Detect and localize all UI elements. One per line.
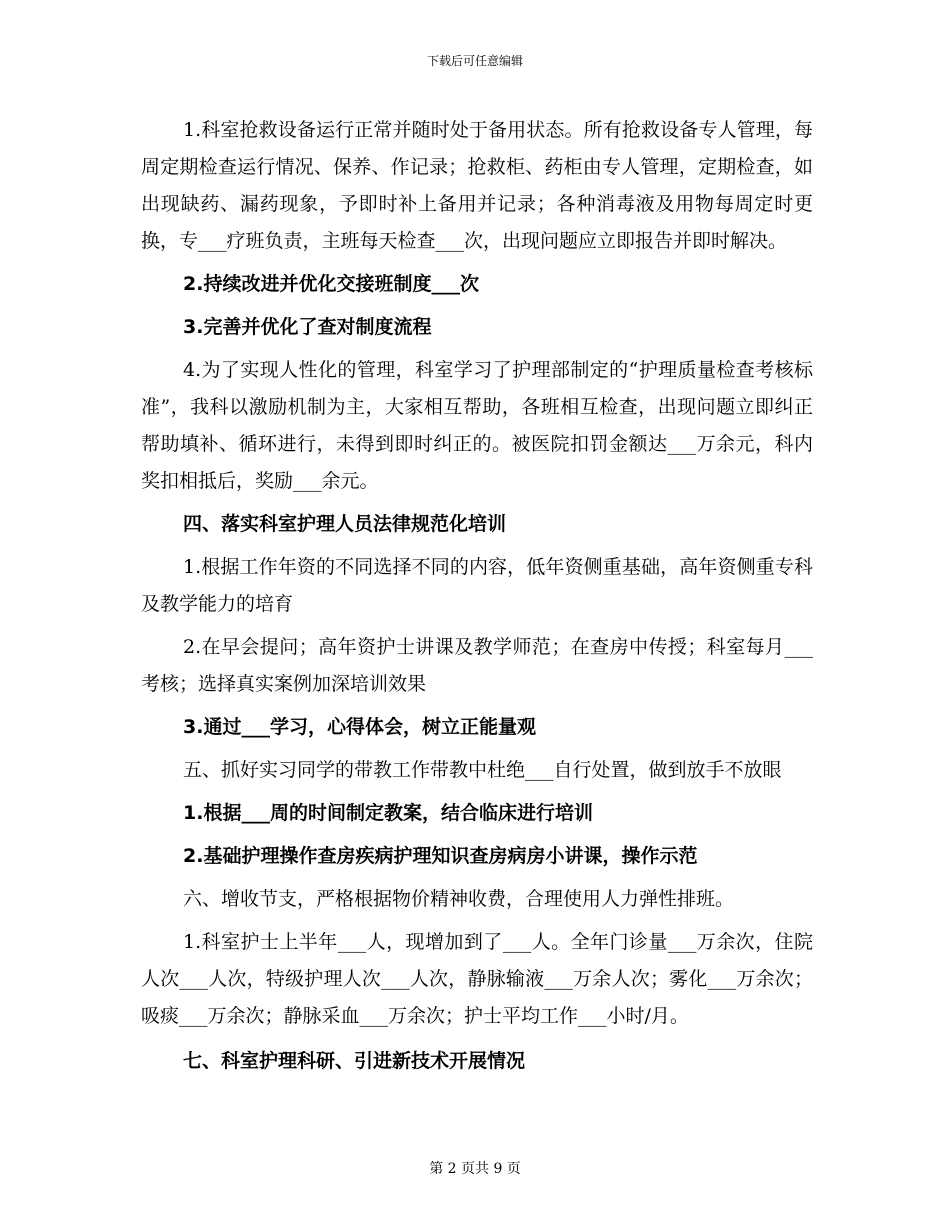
section-heading-cost: 六、增收节支，严格根据物价精神收费，合理使用人力弹性排班。 xyxy=(183,888,735,910)
section-heading-intern: 五、抓好实习同学的带教工作带教中杜绝___自行处置，做到放手不放眼 xyxy=(183,759,782,781)
page-footer: 第 2 页共 9 页 xyxy=(429,1161,521,1177)
paragraph-equipment: 1.科室抢救设备运行正常并随时处于备用状态。所有抢救设备专人管理，每周定期检查运行情况、保养、作记录；抢救柜、药柜由专人管理，定期检查，如出现缺药、漏药现象，予即时补上备用并记录；各种消毒液及用物每周定时更换，专___疗班负责，主班每天检查___次，出现问题应立即报告并即时解决。 xyxy=(141,119,813,252)
paragraph-handover: 2.持续改进并优化交接班制度___次 xyxy=(183,273,479,295)
paragraph-study: 3.通过___学习，心得体会，树立正能量观 xyxy=(183,716,536,738)
paragraph-basic-nursing: 2.基础护理操作查房疾病护理知识查房病房小讲课，操作示范 xyxy=(183,845,698,867)
paragraph-check-process: 3.完善并优化了查对制度流程 xyxy=(183,316,432,338)
section-heading-training: 四、落实科室护理人员法律规范化培训 xyxy=(183,513,507,535)
document-body xyxy=(141,112,813,1080)
paragraph-training-content: 1.根据工作年资的不同选择不同的内容，低年资侧重基础，高年资侧重专科及教学能力的培育 xyxy=(141,556,813,615)
page-header: 下载后可任意编辑 xyxy=(426,54,523,68)
paragraph-statistics: 1.科室护士上半年___人，现增加到了___人。全年门诊量___万余次，住院人次___人次，特级护理人次___人次，静脉输液___万余人次；雾化___万余次；吸痰___万余次；静脉采血___万余次；护士平均工作___小时/月。 xyxy=(141,931,813,1027)
paragraph-training-method: 2.在早会提问；高年资护士讲课及教学师范；在查房中传授；科室每月___考核；选择真实案例加深培训效果 xyxy=(141,636,813,695)
section-heading-research: 七、科室护理科研、引进新技术开展情况 xyxy=(183,1050,526,1072)
paragraph-teaching-plan: 1.根据___周的时间制定教案，结合临床进行培训 xyxy=(183,802,593,824)
paragraph-management: 4.为了实现人性化的管理，科室学习了护理部制定的“护理质量检查考核标准”，我科以激励机制为主，大家相互帮助，各班相互检查，出现问题立即纠正帮助填补、循环进行，未得到即时纠正的。被医院扣罚金额达___万余元，科内奖扣相抵后，奖励___余元。 xyxy=(141,359,813,492)
